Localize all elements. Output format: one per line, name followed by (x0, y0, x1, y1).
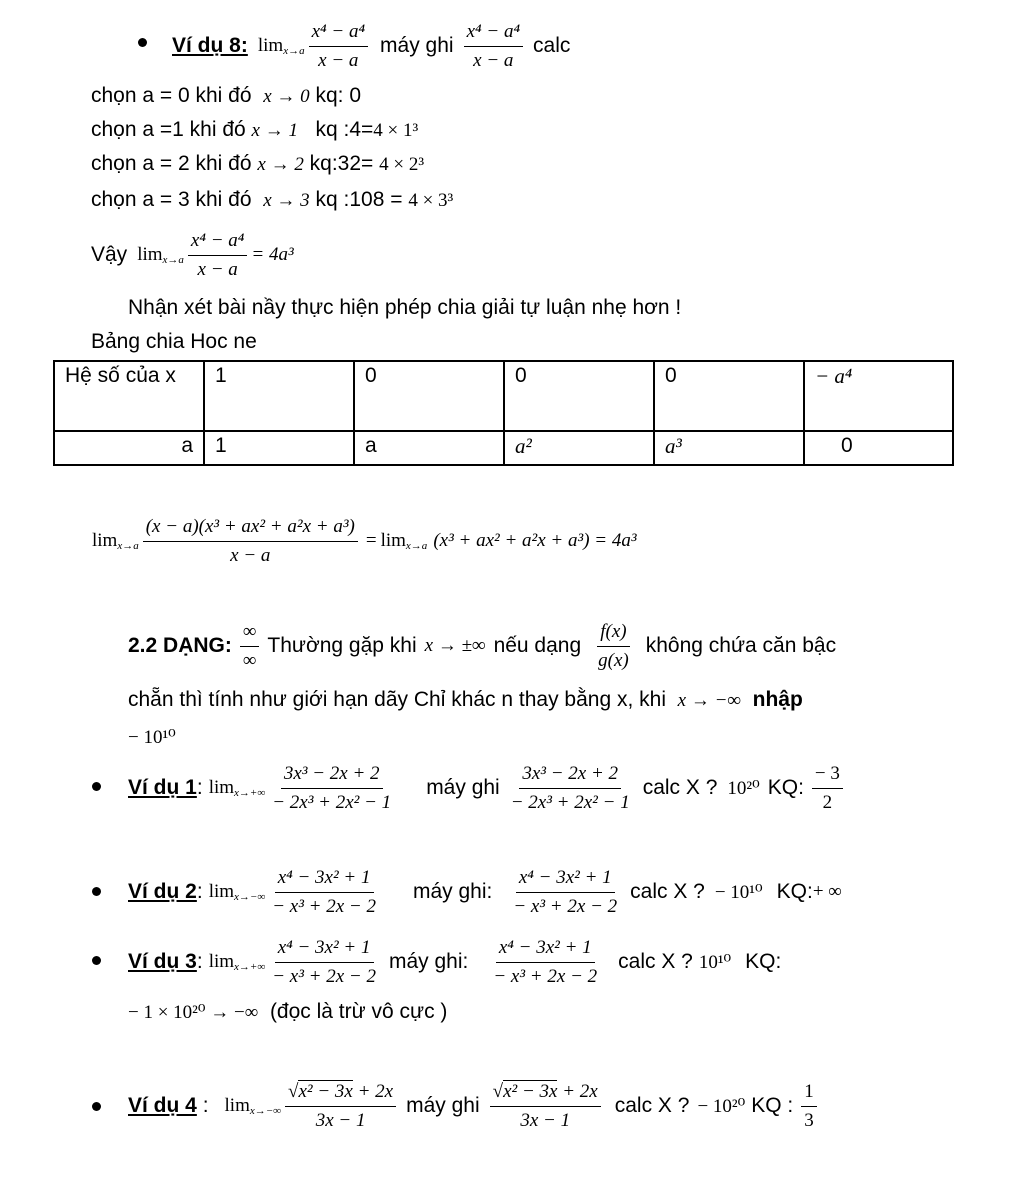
example-1-line: Ví dụ 1 : lim x→+∞ $\frac{\text{3x³ − 2x + 2}}{\text{− 2x³ + 2x² − 1}}$ máy ghi $\frac{\text{3x³ − 2x + 2}}{\text{− 2x³ + 2x² − 1}}$ calc X ? 10²⁰ KQ: $\frac{- 3}{2}$ (128, 756, 847, 820)
fraction: $\frac{\text{3x³ − 2x + 2}}{\text{− 2x³ + 2x² − 1}}$ (272, 762, 392, 813)
long-limit: lim x→a $\frac{\text{(x − a)(x³ + ax² + a²x + a³)}}{x - a}$ = lim x→a (x³ + ax² + a²x + a³) = 4a³ (92, 515, 637, 566)
fraction: $\frac{\text{√x² − 3x + 2x}}{3x - 1}$ (490, 1080, 601, 1133)
table-cell: a² (504, 431, 654, 465)
conclusion-line: Vậy lim x→a $\frac{\text{x⁴ − a⁴}}{x - a}$ = 4a³ (91, 229, 294, 280)
table-cell: 1 (204, 361, 354, 431)
fraction: $\frac{\text{√x² − 3x + 2x}}{3x - 1}$ (285, 1080, 396, 1133)
bullet (92, 887, 101, 896)
calc-text: calc (533, 34, 571, 57)
lim-operator: lim (257, 35, 284, 56)
fraction: $\frac{\text{x⁴ − 3x² + 1}}{\text{− x³ + 2x − 2}}$ (272, 866, 376, 917)
example-3-line: Ví dụ 3 : lim x→+∞ $\frac{\text{x⁴ − 3x² + 1}}{\text{− x³ + 2x − 2}}$ máy ghi: $\frac{\text{x⁴ − 3x² + 1}}{\text{− x³ + 2x − 2}}$ calc X ? 10¹⁰ KQ: (128, 936, 782, 987)
table-cell: Hệ số của x (54, 361, 204, 431)
case-line: chọn a = 3 khi đó x → 3 kq :108 = 4 × 3³ (91, 188, 454, 211)
table-cell: 1 (204, 431, 354, 465)
bullet (92, 1102, 101, 1111)
table-cell: a³ (654, 431, 804, 465)
vay-text: Vậy (91, 243, 128, 266)
table-cell: 0 (654, 361, 804, 431)
fraction: $\frac{\text{x⁴ − a⁴}}{x - a}$ (464, 20, 523, 73)
fraction: $\frac{\text{x⁴ − a⁴}}{x - a}$ (188, 229, 247, 282)
fraction: $\frac{\text{(x − a)(x³ + ax² + a²x + a³)}}{x - a}$ (143, 515, 358, 568)
section-line-3: − 10¹⁰ (128, 727, 176, 748)
section-title: 2.2 DẠNG: (128, 634, 232, 657)
fraction: $\frac{\text{x⁴ − 3x² + 1}}{\text{− x³ + 2x − 2}}$ (513, 866, 618, 917)
fraction: $\frac{f(x)}{g(x)}$ (598, 620, 629, 671)
case-line: chọn a =1 khi đó x → 1 kq :4=4 × 1³ (91, 118, 419, 141)
fraction: $\frac{- 3}{2}$ (812, 762, 843, 815)
table-cell: 0 (504, 361, 654, 431)
example-3-result: − 1 × 10²⁰ → −∞ (đọc là trừ vô cực ) (128, 1000, 448, 1023)
case-line: chọn a = 2 khi đó x → 2 kq:32= 4 × 2³ (91, 152, 425, 175)
lim-subscript: x→a (283, 45, 305, 57)
fraction: $\frac{\text{3x³ − 2x + 2}}{\text{− 2x³ + 2x² − 1}}$ (510, 762, 630, 813)
bullet (92, 782, 101, 791)
table-cell: 0 (804, 431, 953, 465)
example-8-line (172, 18, 570, 74)
division-table (53, 360, 954, 466)
fraction: $\frac{\text{x⁴ − 3x² + 1}}{\text{− x³ + 2x − 2}}$ (272, 936, 376, 987)
example-8-label: Ví dụ 8: (172, 34, 248, 57)
case-line: chọn a = 0 khi đó x → 0 kq: 0 (91, 84, 362, 107)
bullet (92, 956, 101, 965)
table-title: Bảng chia Hoc ne (91, 330, 257, 353)
fraction: $\frac{1}{3}$ (801, 1080, 817, 1133)
table-cell: a (354, 431, 504, 465)
bullet (138, 38, 147, 47)
table-cell: a (54, 431, 204, 465)
table-cell: 0 (354, 361, 504, 431)
section-line-1: 2.2 DẠNG: $\frac{\infty}{\infty}$ Thường gặp khi x → ±∞ nếu dạng $\frac{f(x)}{g(x)}$ không chứa căn bậc (128, 620, 837, 671)
section-line-2: chẵn thì tính như giới hạn dãy Chỉ khác n thay bằng x, khi x → −∞ nhập (128, 688, 803, 711)
table-cell: − a⁴ (804, 361, 953, 431)
fraction: $\frac{\infty}{\infty}$ (240, 620, 260, 673)
fraction: $\frac{\text{x⁴ − a⁴}}{x - a}$ (309, 20, 368, 73)
example-4-line: Ví dụ 4 : lim x→−∞ $\frac{\text{√x² − 3x + 2x}}{3x - 1}$ máy ghi $\frac{\text{√x² − 3x + 2x}}{3x - 1}$ calc X ? − 10²⁰ KQ : $\frac{1}{3}$ (128, 1070, 821, 1142)
may-ghi-text: máy ghi (380, 34, 454, 57)
remark-text: Nhận xét bài nầy thực hiện phép chia giải tự luận nhẹ hơn ! (128, 296, 682, 319)
result-math: = 4a³ (251, 244, 294, 265)
fraction: $\frac{\text{x⁴ − 3x² + 1}}{\text{− x³ + 2x − 2}}$ (493, 936, 598, 987)
example-2-line: Ví dụ 2 : lim x→−∞ $\frac{\text{x⁴ − 3x² + 1}}{\text{− x³ + 2x − 2}}$ máy ghi: $\frac{\text{x⁴ − 3x² + 1}}{\text{− x³ + 2x − 2}}$ calc X ? − 10¹⁰ KQ: + ∞ (128, 866, 842, 917)
